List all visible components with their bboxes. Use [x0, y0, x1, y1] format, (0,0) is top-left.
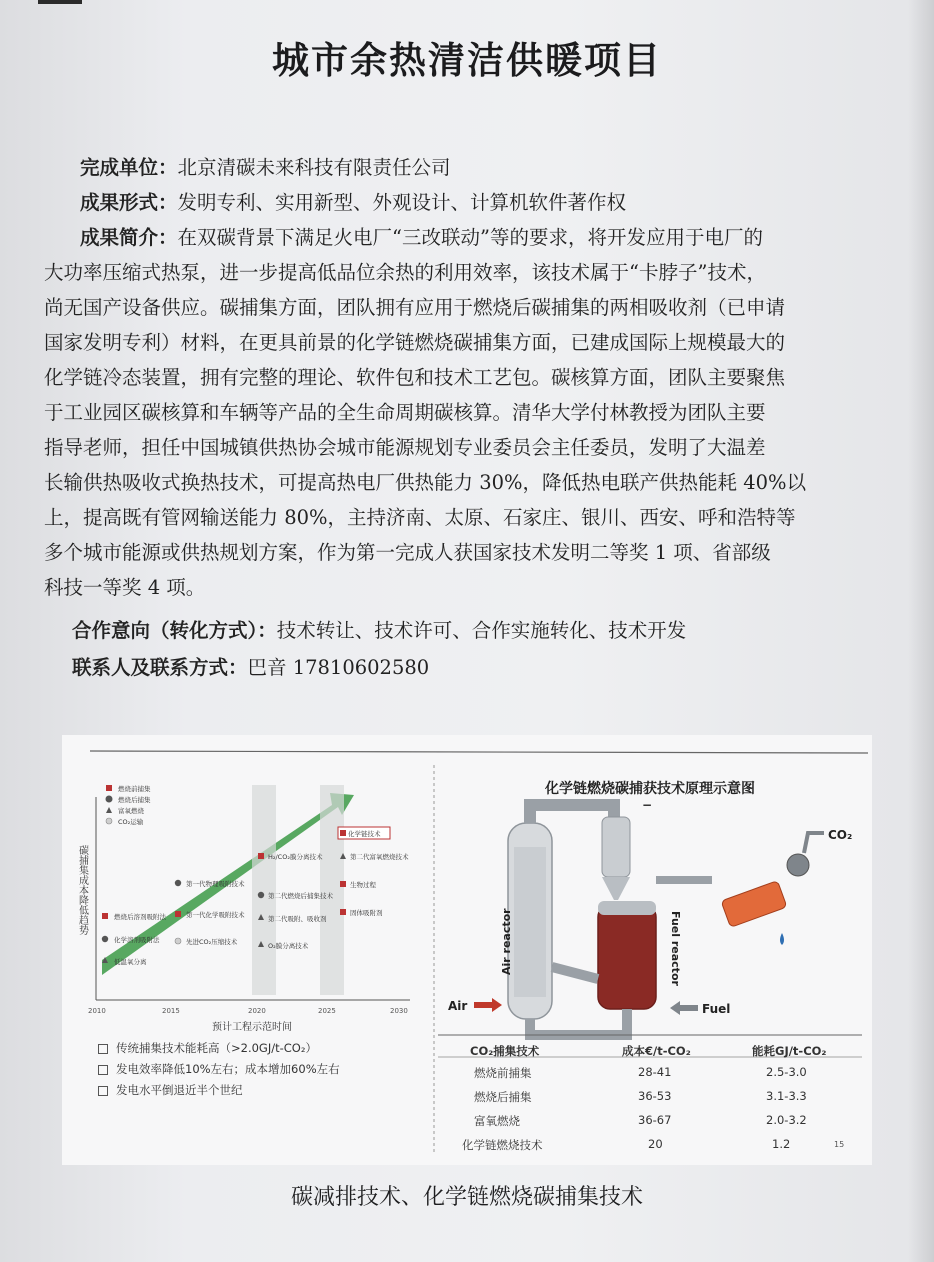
air-reactor-label: Air reactor — [500, 908, 513, 975]
unit-value: 北京清碳未来科技有限责任公司 — [177, 156, 451, 179]
table-row — [440, 1137, 872, 1159]
table-row — [440, 1089, 872, 1111]
contact-value: 巴音 17810602580 — [247, 656, 430, 679]
item-13: 固体吸附剂 — [350, 909, 383, 917]
note-bullet-icon — [98, 1044, 108, 1054]
table-cell: 燃烧前捕集 — [474, 1066, 532, 1080]
item-0: 燃烧后溶剂吸附法 — [114, 913, 166, 921]
table-cell: 燃烧后捕集 — [474, 1090, 532, 1104]
form-line — [80, 187, 626, 215]
item-12: 生物过程 — [350, 881, 376, 889]
diagram-minus-mark: − — [642, 798, 653, 812]
table-header-2: 能耗GJ/t-CO₂ — [752, 1044, 827, 1058]
cyclone — [602, 817, 630, 877]
legend-0: 燃烧前捕集 — [118, 785, 151, 793]
intro-line-10: 科技一等奖 4 项。 — [44, 576, 206, 599]
water-drop-icon — [780, 933, 784, 945]
unit-label: 完成单位： — [80, 156, 178, 179]
figure-caption: 碳减排技术、化学链燃烧碳捕集技术 — [290, 1185, 643, 1210]
intro-line-9: 多个城市能源或供热规划方案，作为第一完成人获国家技术发明二等奖 1 项、省部级 — [44, 541, 771, 564]
heat-exchanger — [721, 881, 787, 928]
item-1: 化学溶剂吸附法 — [114, 936, 160, 944]
year-band-2020 — [252, 785, 276, 995]
x-tick-0: 2010 — [88, 1007, 106, 1015]
loop-seal-pipe — [552, 967, 598, 979]
intro-line-2: 尚无国产设备供应。碳捕集方面，团队拥有应用于燃烧后碳捕集的两相吸收剂（已申请 — [44, 296, 786, 319]
table-header-1: 成本€/t-CO₂ — [622, 1044, 691, 1058]
item-marker-7 — [258, 892, 264, 898]
x-tick-3: 2025 — [318, 1007, 336, 1015]
left-chart — [77, 784, 411, 1033]
intro-text-0: 在双碳背景下满足火电厂“三改联动”等的要求，将开发应用于电厂的 — [177, 226, 763, 249]
page-edge-shadow — [908, 0, 934, 1262]
form-label: 成果形式： — [80, 191, 178, 214]
co2-label: CO₂ — [828, 828, 853, 842]
item-4: 第一代化学吸附技术 — [186, 911, 245, 919]
table-header — [440, 1043, 872, 1065]
table-row — [440, 1065, 872, 1087]
table-cell: 富氧燃烧 — [474, 1114, 520, 1128]
item-marker-10 — [340, 830, 346, 836]
coop-line — [72, 615, 686, 643]
legend-2: 富氧燃烧 — [118, 807, 144, 815]
fuel-reactor-top — [598, 901, 656, 915]
air-label: Air — [448, 999, 468, 1013]
item-marker-13 — [340, 909, 346, 915]
table-cell: 2.5-3.0 — [766, 1065, 807, 1079]
cyclone-cone — [602, 877, 630, 900]
table-cell: 20 — [648, 1137, 663, 1151]
page-title: 城市余热清洁供暖项目 — [272, 39, 662, 82]
x-tick-4: 2030 — [390, 1007, 408, 1015]
item-6: H₂/CO₂膜分离技术 — [268, 853, 323, 861]
item-marker-1 — [102, 936, 108, 942]
x-axis-label: 预计工程示范时间 — [212, 1022, 292, 1033]
item-marker-3 — [175, 880, 181, 886]
x-tick-2: 2020 — [248, 1007, 266, 1015]
item-5: 先进CO₂压缩技术 — [186, 938, 238, 946]
note-1 — [98, 1061, 340, 1077]
table-cell: 36-67 — [638, 1113, 672, 1127]
contact-line — [72, 652, 429, 680]
table-header-0: CO₂捕集技术 — [470, 1044, 540, 1058]
note-bullet-icon — [98, 1065, 108, 1075]
intro-line-7: 长输供热吸收式换热技术，可提高热电厂供热能力 30%，降低热电联产供热能耗 40%以 — [44, 471, 807, 494]
intro-line-3: 国家发明专利）材料，在更具前景的化学链燃烧碳捕集方面，已建成国际上规模最大的 — [44, 331, 786, 354]
air-arrow-icon — [474, 998, 502, 1012]
intro-line-5: 于工业园区碳核算和车辆等产品的全生命周期碳核算。清华大学付林教授为团队主要 — [44, 401, 766, 424]
figure-top-rule — [90, 751, 868, 753]
unit-line — [80, 152, 451, 180]
table-cell: 3.1-3.3 — [766, 1089, 807, 1103]
year-band-2025 — [320, 785, 344, 995]
table-cell: 1.2 — [772, 1137, 791, 1151]
table-cell: 化学链燃烧技术 — [462, 1138, 543, 1152]
air-reactor-inner — [514, 847, 546, 997]
intro-label: 成果简介： — [80, 226, 178, 249]
note-text-1: 发电效率降低10%左右；成本增加60%左右 — [116, 1062, 340, 1076]
fuel-reactor-label: Fuel reactor — [669, 911, 682, 986]
intro-line-1: 大功率压缩式热泵，进一步提高低品位余热的利用效率，该技术属于“卡脖子”技术， — [44, 261, 766, 284]
x-tick-1: 2015 — [162, 1007, 180, 1015]
item-10: 化学链技术 — [348, 830, 381, 838]
table-cell: 28-41 — [638, 1065, 672, 1079]
note-0 — [98, 1040, 317, 1056]
y-axis-label: 碳捕集成本降低趋势 — [76, 845, 88, 935]
item-3: 第一代物理吸附技术 — [186, 880, 245, 888]
item-9: O₂膜分离技术 — [268, 942, 309, 950]
compressor — [787, 854, 809, 876]
legend-1: 燃烧后捕集 — [118, 796, 151, 804]
table-cell: 2.0-3.2 — [766, 1113, 807, 1127]
fuel-reactor — [598, 905, 656, 1009]
note-2 — [98, 1082, 243, 1098]
item-11: 第二代富氧燃烧技术 — [350, 853, 409, 861]
note-text-2: 发电水平倒退近半个世纪 — [116, 1083, 243, 1097]
legend-marker-3 — [106, 818, 112, 824]
form-value: 发明专利、实用新型、外观设计、计算机软件著作权 — [177, 191, 627, 214]
intro-line-4: 化学链冷态装置，拥有完整的理论、软件包和技术工艺包。碳核算方面，团队主要聚焦 — [44, 366, 786, 389]
intro-line-0 — [80, 222, 763, 250]
fuel-label: Fuel — [702, 1002, 731, 1016]
note-text-0: 传统捕集技术能耗高（>2.0GJ/t-CO₂） — [116, 1041, 317, 1055]
diagram-title: 化学链燃烧碳捕获技术原理示意图 — [545, 781, 755, 797]
item-2: 低温氧分离 — [114, 958, 147, 966]
table-cell: 36-53 — [638, 1089, 672, 1103]
legend-marker-0 — [106, 785, 112, 791]
note-bullet-icon — [98, 1086, 108, 1096]
page-number: 15 — [834, 1140, 845, 1149]
coop-label: 合作意向（转化方式）： — [72, 619, 277, 642]
item-marker-12 — [340, 881, 346, 887]
chemical-looping-diagram — [448, 780, 852, 1035]
table-row — [440, 1113, 872, 1135]
fuel-arrow-icon — [670, 1001, 698, 1015]
item-8: 第二代吸附、吸收剂 — [268, 915, 327, 923]
item-marker-5 — [175, 938, 181, 944]
contact-label: 联系人及联系方式： — [72, 656, 248, 679]
co2-pipe — [804, 833, 824, 853]
legend-3: CO₂运输 — [118, 818, 144, 826]
figure-panel — [62, 735, 872, 1165]
item-7: 第二代燃烧后捕集技术 — [268, 892, 333, 900]
legend-marker-1 — [106, 796, 113, 803]
item-marker-4 — [175, 911, 181, 917]
intro-line-8: 上，提高既有管网输送能力 80%，主持济南、太原、石家庄、银川、西安、呼和浩特等 — [44, 506, 796, 529]
top-mark — [38, 0, 82, 4]
intro-line-6: 指导老师，担任中国城镇供热协会城市能源规划专业委员会主任委员，发明了大温差 — [44, 436, 766, 459]
item-marker-0 — [102, 913, 108, 919]
item-marker-6 — [258, 853, 264, 859]
legend-marker-2 — [106, 807, 112, 813]
coop-value: 技术转让、技术许可、合作实施转化、技术开发 — [276, 619, 687, 642]
